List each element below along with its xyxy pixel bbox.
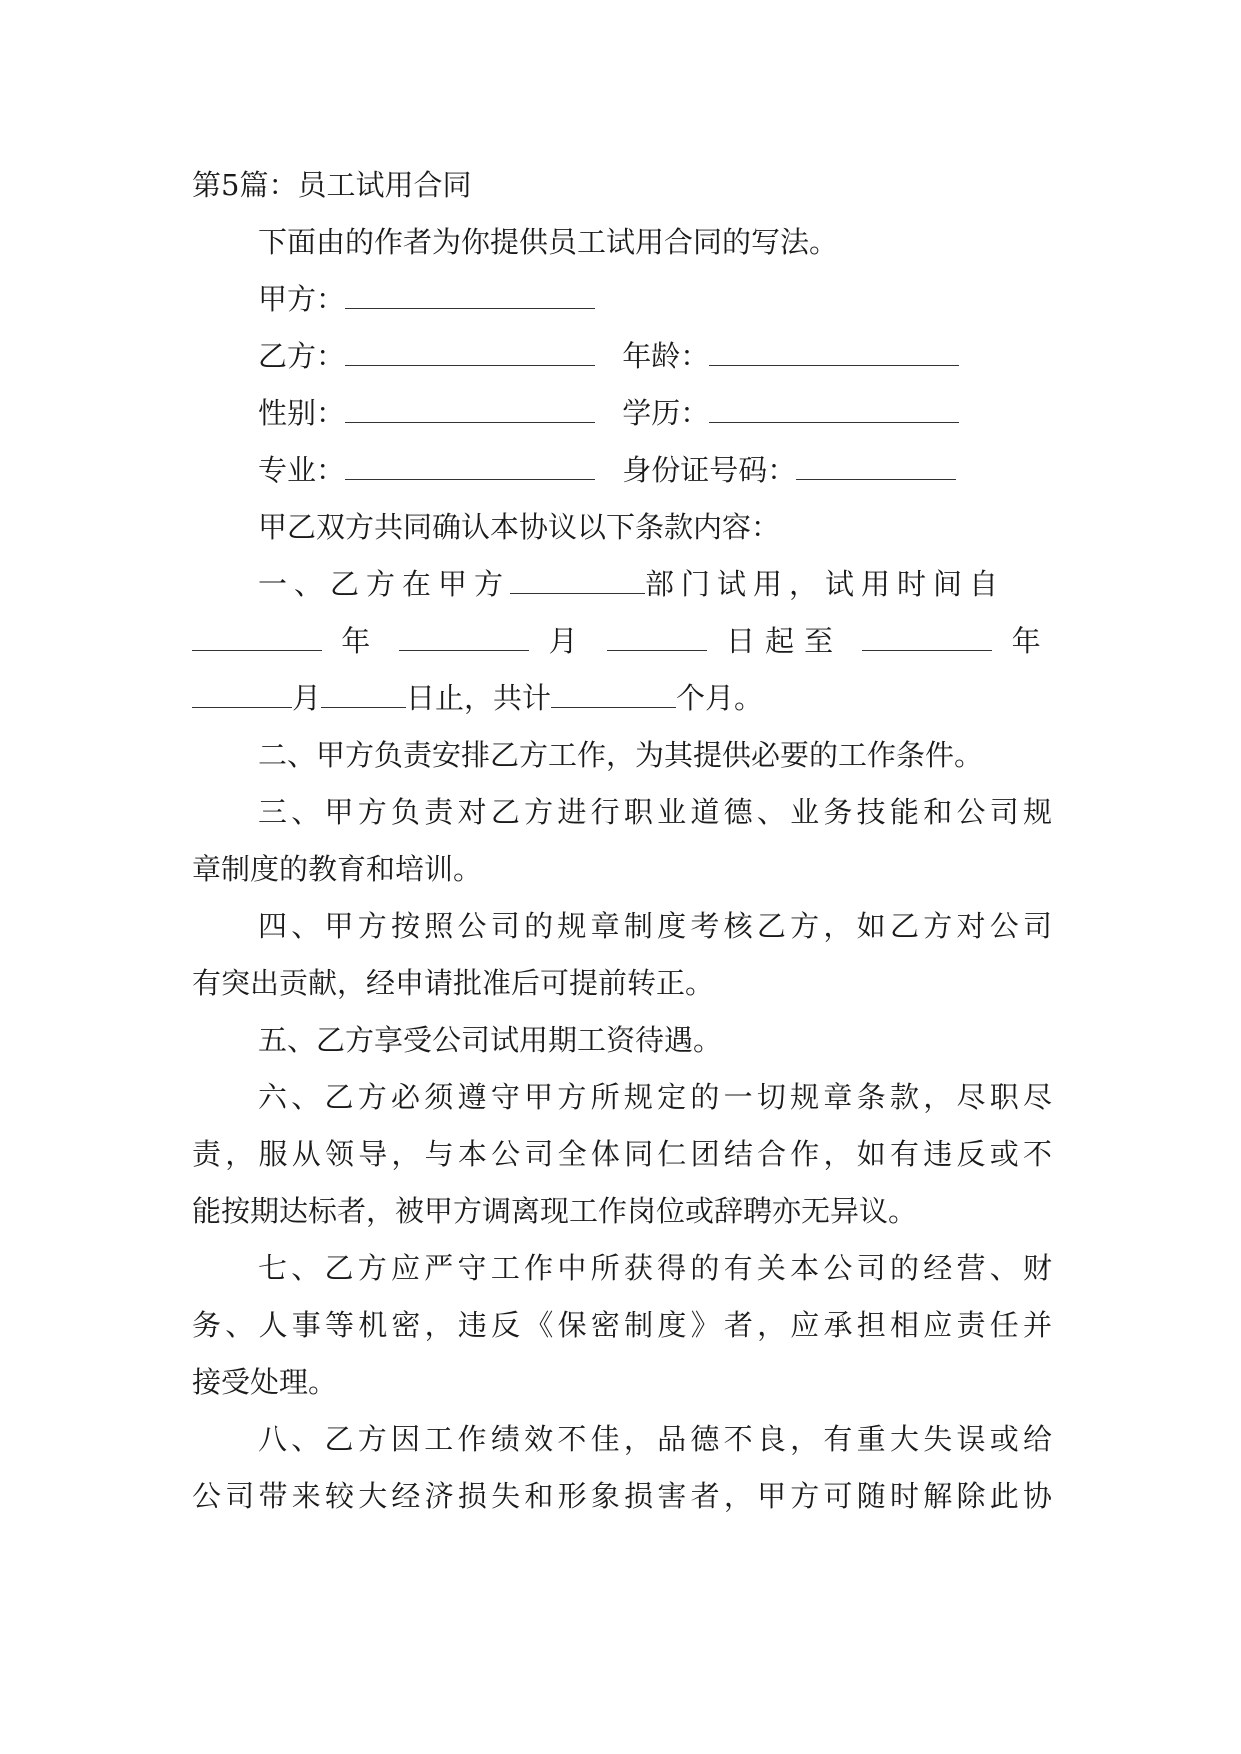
day-from-label: 日起至 bbox=[726, 624, 844, 658]
document-heading: 第5篇：员工试用合同 bbox=[192, 168, 472, 202]
age-label: 年龄： bbox=[622, 339, 710, 373]
id-number-label: 身份证号码： bbox=[622, 453, 797, 487]
start-day-blank bbox=[607, 624, 707, 651]
clause-4-line-1: 四、甲方按照公司的规章制度考核乙方，如乙方对公司 bbox=[258, 909, 1052, 943]
end-year-blank bbox=[862, 624, 992, 651]
clause-7-line-3: 接受处理。 bbox=[192, 1365, 338, 1399]
months-label: 个月。 bbox=[676, 681, 764, 715]
gender-label: 性别： bbox=[258, 396, 346, 430]
clause-2: 二、甲方负责安排乙方工作，为其提供必要的工作条件。 bbox=[258, 738, 984, 772]
intro-paragraph: 下面由的作者为你提供员工试用合同的写法。 bbox=[258, 225, 839, 259]
clause-7-line-2: 务、人事等机密，违反《保密制度》者，应承担相应责任并 bbox=[192, 1308, 1052, 1342]
major-row bbox=[258, 450, 1052, 490]
clause-8-line-2: 公司带来较大经济损失和形象损害者，甲方可随时解除此协 bbox=[192, 1479, 1052, 1513]
clause-1-text-b: 部门试用，试用时间自 bbox=[645, 567, 1006, 601]
end-month-label: 月 bbox=[292, 681, 322, 715]
end-month-blank bbox=[192, 681, 292, 708]
party-a-label: 甲方： bbox=[258, 282, 346, 316]
clause-1-line-1 bbox=[258, 564, 1052, 604]
party-a-row bbox=[258, 279, 1052, 319]
end-year-label: 年 bbox=[1011, 624, 1051, 658]
clause-8-line-1: 八、乙方因工作绩效不佳，品德不良，有重大失误或给 bbox=[258, 1422, 1052, 1456]
id-number-blank bbox=[796, 453, 956, 480]
clause-1-line-2 bbox=[192, 621, 1052, 661]
party-b-label: 乙方： bbox=[258, 339, 346, 373]
party-b-blank bbox=[345, 339, 595, 366]
clause-6-line-3: 能按期达标者，被甲方调离现工作岗位或辞聘亦无异议。 bbox=[192, 1194, 918, 1228]
clause-3-line-2: 章制度的教育和培训。 bbox=[192, 852, 483, 886]
major-label: 专业： bbox=[258, 453, 346, 487]
confirm-paragraph: 甲乙双方共同确认本协议以下条款内容： bbox=[258, 510, 781, 544]
clause-1-text-a: 一、乙方在甲方 bbox=[258, 567, 511, 601]
day-to-label: 日止，共计 bbox=[406, 681, 552, 715]
clause-5: 五、乙方享受公司试用期工资待遇。 bbox=[258, 1023, 723, 1057]
month-label: 月 bbox=[548, 624, 588, 658]
clause-7-line-1: 七、乙方应严守工作中所获得的有关本公司的经营、财 bbox=[258, 1251, 1052, 1285]
gender-row bbox=[258, 393, 1052, 433]
age-blank bbox=[709, 339, 959, 366]
year-label: 年 bbox=[341, 624, 381, 658]
party-a-blank bbox=[345, 282, 595, 309]
gender-blank bbox=[345, 396, 595, 423]
party-b-row bbox=[258, 336, 1052, 376]
clause-6-line-2: 责，服从领导，与本公司全体同仁团结合作，如有违反或不 bbox=[192, 1137, 1052, 1171]
clause-1-line-3 bbox=[192, 678, 1052, 718]
end-day-blank bbox=[321, 681, 406, 708]
education-blank bbox=[709, 396, 959, 423]
clause-4-line-2: 有突出贡献，经申请批准后可提前转正。 bbox=[192, 966, 715, 1000]
start-year-blank bbox=[192, 624, 322, 651]
clause-6-line-1: 六、乙方必须遵守甲方所规定的一切规章条款，尽职尽 bbox=[258, 1080, 1052, 1114]
department-blank bbox=[510, 567, 645, 594]
clause-3-line-1: 三、甲方负责对乙方进行职业道德、业务技能和公司规 bbox=[258, 795, 1052, 829]
total-months-blank bbox=[551, 681, 676, 708]
education-label: 学历： bbox=[622, 396, 710, 430]
major-blank bbox=[345, 453, 595, 480]
start-month-blank bbox=[399, 624, 529, 651]
